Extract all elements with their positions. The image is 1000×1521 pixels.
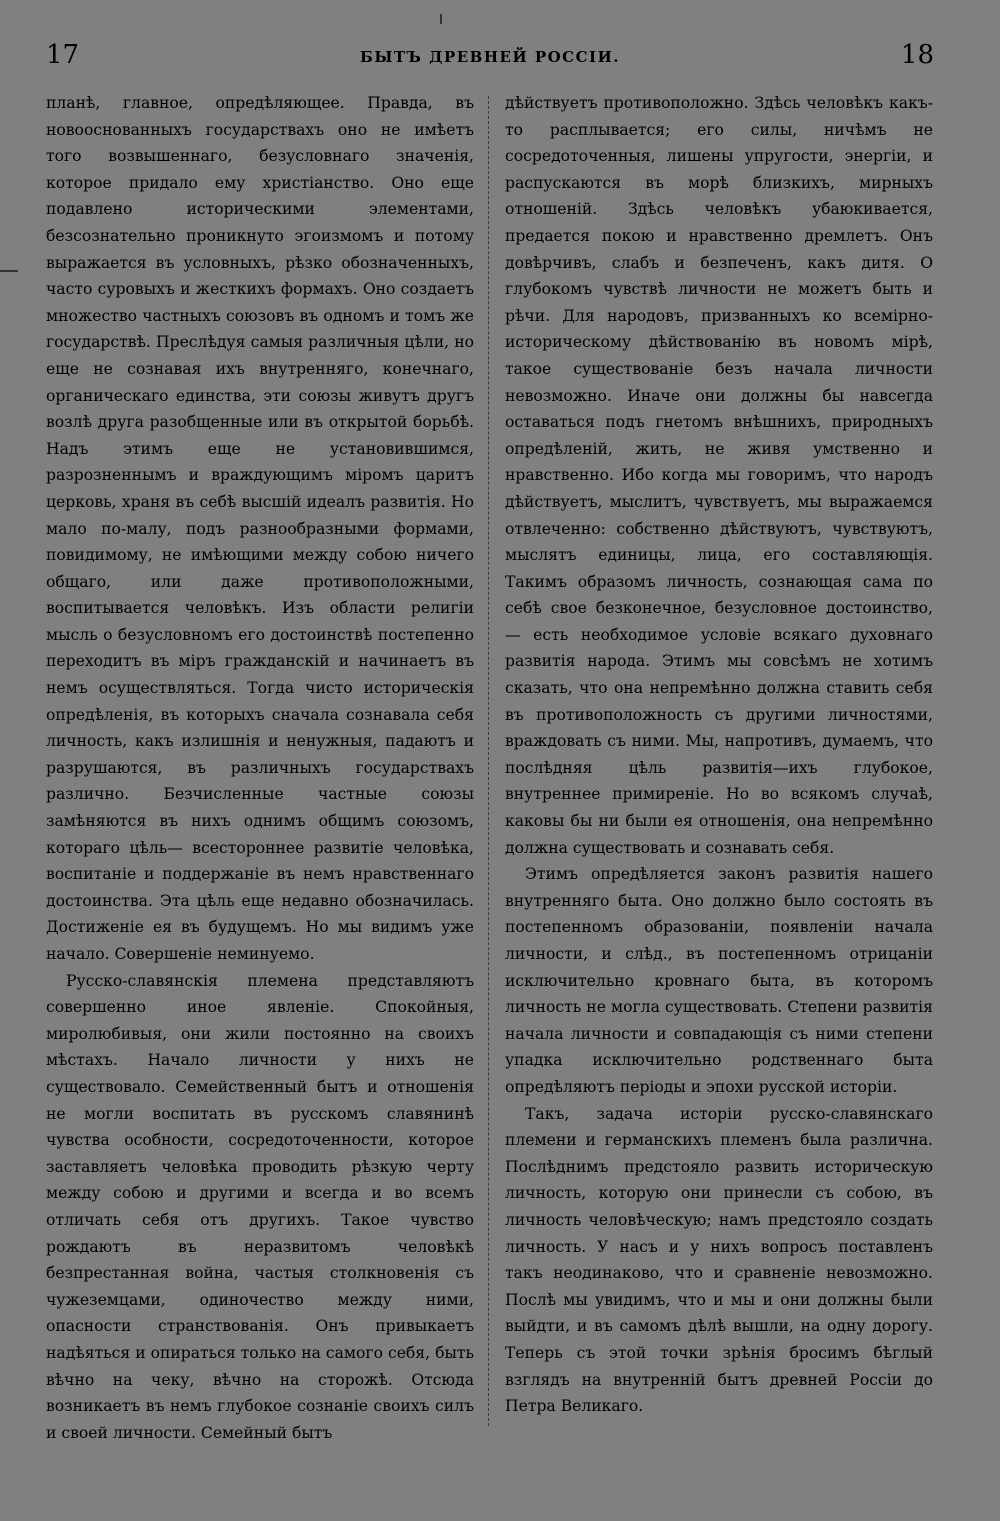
running-header [46,40,934,76]
left-column [46,90,474,1446]
column-divider [488,96,489,1426]
page-number-left: 17 [46,40,80,70]
paragraph: планѣ, главное, опредѣляющее. Правда, въ новооснованныхъ государствахъ оно не имѣетъ того возвышеннаго, безусловнаго значенiя, которое придало ему христiанство. Оно еще подавлено историческими элементами, безсознательно проникнуто эгоизмомъ и потому выражается въ условныхъ, рѣзко обозначенныхъ, часто суровыхъ и жесткихъ формахъ. Оно создаетъ множество частныхъ союзовъ въ одномъ и томъ же государствѣ. Преслѣдуя самыя различныя цѣли, но еще не сознавая ихъ внутренняго, конечнаго, органическаго единства, эти союзы живутъ другъ возлѣ друга разобщенные или въ открытой борьбѣ. Надъ этимъ еще не установившимся, разрозненнымъ и враждующимъ мiромъ царитъ церковь, храня въ себѣ высшiй идеалъ развитiя. Но мало по-малу, подъ разнообразными формами, повидимому, не имѣющими между собою ничего общаго, или даже противоположными, воспитывается человѣкъ. Изъ области религiи мысль о безусловномъ его достоинствѣ постепенно переходитъ въ мiръ гражданскiй и начинаетъ въ немъ осуществляться. Тогда чисто историческiя опредѣленiя, въ которыхъ сначала сознавала себя личность, какъ излишнiя и ненужныя, падаютъ и разрушаются, въ различныхъ государствахъ различно. Безчисленные частные союзы замѣняются въ нихъ однимъ общимъ союзомъ, котораго цѣль— всестороннее развитiе человѣка, воспитанiе и поддержанiе въ немъ нравственнаго достоинства. Эта цѣль еще недавно обозначилась. Достиженiе ея въ будущемъ. Но мы видимъ уже начало. Совершенiе неминуемо. [46,94,474,963]
right-column [505,90,933,1420]
paragraph: дѣйствуетъ противоположно. Здѣсь человѣкъ какъ-то расплывается; его силы, ничѣмъ не сосредоточенныя, лишены упругости, энергiи, и распускаются въ морѣ близкихъ, мирныхъ отношенiй. Здѣсь человѣкъ убаюкивается, предается покою и нравственно дремлетъ. Онъ довѣрчивъ, слабъ и безпеченъ, какъ дитя. О глубокомъ чувствѣ личности не можетъ быть и рѣчи. Для народовъ, призванныхъ ко всемiрно-историческому дѣйствованiю въ новомъ мiрѣ, такое существованiе безъ начала личности невозможно. Иначе они должны бы навсегда оставаться подъ гнетомъ внѣшнихъ, природныхъ опредѣленiй, жить, не живя умственно и нравственно. Ибо когда мы говоримъ, что народъ дѣйствуетъ, мыслитъ, чувствуетъ, мы выражаемся отвлеченно: собственно дѣйствуютъ, чувствуютъ, мыслятъ единицы, лица, его составляющiя. Такимъ образомъ личность, сознающая сама по себѣ свое безконечное, безусловное достоинство, — есть необходимое условiе всякаго духовнаго развитiя народа. Этимъ мы совсѣмъ не хотимъ сказать, что она непремѣнно должна ставить себя въ противоположность съ другими личностями, враждовать съ ними. Мы, напротивъ, думаемъ, что послѣдняя цѣль развитiя—ихъ глубокое, внутреннее примиренiе. Но во всякомъ случаѣ, каковы бы ни были ея отношенiя, она непремѣнно должна существовать и сознавать себя. [505,94,933,857]
paragraph: Такъ, задача исторiи русско-славянскаго племени и германскихъ племенъ была различна. Послѣднимъ предстояло развить историческую личность, которую они принесли съ собою, въ личность человѣческую; намъ предстояло создать личность. У насъ и у нихъ вопросъ поставленъ такъ неодинаково, что и сравненiе невозможно. Послѣ мы увидимъ, что и мы и они должны были выйдти, и въ самомъ дѣлѣ вышли, на одну дорогу. Теперь съ этой точки зрѣнiя бросимъ бѣглый взглядъ на внутреннiй бытъ древней Россiи до Петра Великаго. [505,1104,933,1416]
paragraph: Русско-славянскiя племена представляютъ совершенно иное явленiе. Спокойныя, миролюбивыя, они жили постоянно на своихъ мѣстахъ. Начало личности у нихъ не существовало. Семейственный бытъ и отношенiя не могли воспитать въ русскомъ славянинѣ чувства особности, сосредоточенности, которое заставляетъ человѣка проводить рѣзкую черту между собою и другими и всегда и во всемъ отличать себя отъ другихъ. Такое чувство рождаютъ въ неразвитомъ человѣкѣ безпрестанная война, частыя столкновенiя съ чужеземцами, одиночество между ними, опасности странствованiя. Онъ привыкаетъ надѣяться и опираться только на самого себя, быть вѣчно на чеку, вѣчно на сторожѣ. Отсюда возникаетъ въ немъ глубокое сознанiе своихъ силъ и своей личности. Семейный бытъ [46,971,474,1442]
scan-mark [440,14,442,24]
margin-tick [0,270,18,272]
page-number-right: 18 [900,40,934,70]
running-title: БЫТЪ ДРЕВНЕЙ РОССIИ. [360,48,620,66]
paragraph: Этимъ опредѣляется законъ развитiя нашего внутренняго быта. Оно должно было состоять въ постепенномъ образованiи, появленiи начала личности, и слѣд., въ постепенномъ отрицанiи исключительно кровнаго быта, въ которомъ личность не могла существовать. Степени развитiя начала личности и совпадающiя съ ними степени упадка исключительно родственнаго быта опредѣляютъ перiоды и эпохи русской исторiи. [505,865,933,1096]
